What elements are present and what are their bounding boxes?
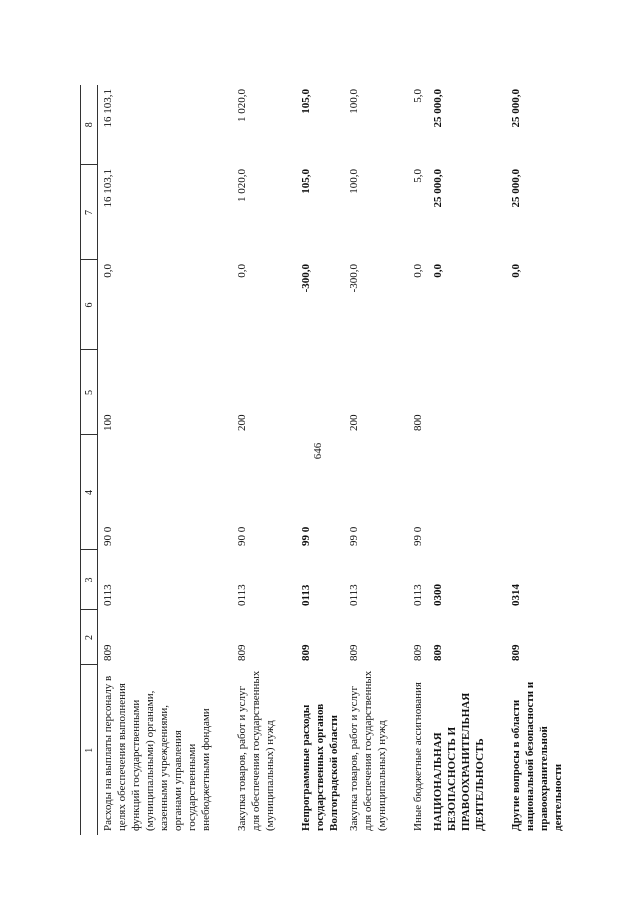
- row-expense-type: [506, 350, 568, 435]
- row-change: -300,0: [300, 264, 312, 293]
- col-header-7: 7: [81, 165, 98, 260]
- row-amount-2: 25 000,0: [432, 89, 444, 128]
- row-target-code: 99 0: [300, 526, 312, 546]
- row-name: Закупка товаров, работ и услуг для обеспечения государственных (муниципальных) нужд: [236, 670, 276, 831]
- row-change: 0,0: [510, 264, 522, 278]
- row-amount-1: 25 000,0: [432, 169, 444, 208]
- row-amount-2: 5,0: [412, 89, 424, 103]
- row-amount-2: 100,0: [348, 89, 360, 114]
- row-target-code: 90 0: [236, 526, 248, 546]
- row-amount-1: 16 103,1: [102, 169, 114, 208]
- col-header-8: 8: [81, 85, 98, 165]
- row-name: Расходы на выплаты персоналу в целях обеспечения выполнения функций государственными (муниципальными) органами, казенными учреждениями, органами управления государственными внебюджетными фондами: [102, 675, 212, 831]
- budget-table: [80, 85, 568, 835]
- row-section-code: 0113: [412, 584, 424, 606]
- row-target-code: 99 0: [348, 526, 360, 546]
- row-target-code: 90 0: [102, 526, 114, 546]
- col-header-6: 6: [81, 260, 98, 350]
- row-change: 0,0: [102, 264, 114, 278]
- col-header-1: 1: [81, 665, 98, 835]
- row-expense-type: 100: [102, 414, 114, 431]
- row-change: 0,0: [236, 264, 248, 278]
- row-ministry-code: 809: [102, 644, 114, 661]
- table-row: [296, 85, 344, 835]
- row-name: Непрограммные расходы государственных органов Волгоградской области: [300, 703, 340, 831]
- row-expense-type: [428, 350, 490, 435]
- row-expense-type: 200: [348, 414, 360, 431]
- col-header-4: 4: [81, 435, 98, 550]
- row-change: 0,0: [432, 264, 444, 278]
- row-expense-type: [296, 350, 344, 435]
- row-expense-type: 200: [236, 414, 248, 431]
- row-name: Иные бюджетные ассигнования: [412, 682, 424, 831]
- row-target-code: [428, 435, 490, 550]
- row-amount-1: 1 020,0: [236, 169, 248, 202]
- table-row: [428, 85, 490, 835]
- rotated-table-container: [80, 85, 564, 835]
- row-target-code: 99 0: [412, 526, 424, 546]
- row-section-code: 0113: [102, 584, 114, 606]
- row-name: Другие вопросы в области национальной безопасности и правоохранительной деятельности: [510, 681, 564, 831]
- row-section-code: 0314: [510, 584, 522, 606]
- row-section-code: 0300: [432, 584, 444, 606]
- row-amount-1: 5,0: [412, 169, 424, 183]
- row-ministry-code: 809: [300, 644, 312, 661]
- row-expense-type: 800: [412, 414, 424, 431]
- row-ministry-code: 809: [510, 644, 522, 661]
- row-section-code: 0113: [236, 584, 248, 606]
- row-name: Закупка товаров, работ и услуг для обеспечения государственных (муниципальных) нужд: [348, 670, 388, 831]
- table-row: [408, 85, 428, 835]
- row-target-code: [506, 435, 568, 550]
- col-header-3: 3: [81, 550, 98, 610]
- table-header-row: [81, 85, 98, 835]
- row-name: НАЦИОНАЛЬНАЯ БЕЗОПАСНОСТЬ И ПРАВООХРАНИТЕЛЬНАЯ ДЕЯТЕЛЬНОСТЬ: [432, 692, 486, 831]
- row-amount-2: 25 000,0: [510, 89, 522, 128]
- row-amount-2: 16 103,1: [102, 89, 114, 128]
- row-amount-1: 25 000,0: [510, 169, 522, 208]
- table-row: [344, 85, 392, 835]
- row-section-code: 0113: [348, 584, 360, 606]
- table-row: [98, 85, 217, 835]
- row-amount-1: 105,0: [300, 169, 312, 194]
- row-amount-2: 1 020,0: [236, 89, 248, 122]
- row-ministry-code: 809: [348, 644, 360, 661]
- col-header-2: 2: [81, 610, 98, 665]
- page-number: 646: [312, 442, 324, 460]
- col-header-5: 5: [81, 350, 98, 435]
- row-section-code: 0113: [300, 584, 312, 606]
- table-row: [232, 85, 280, 835]
- row-ministry-code: 809: [236, 644, 248, 661]
- row-ministry-code: 809: [432, 644, 444, 661]
- row-amount-2: 105,0: [300, 89, 312, 114]
- row-amount-1: 100,0: [348, 169, 360, 194]
- row-change: -300,0: [348, 264, 360, 293]
- row-ministry-code: 809: [412, 644, 424, 661]
- table-row: [506, 85, 568, 835]
- row-change: 0,0: [412, 264, 424, 278]
